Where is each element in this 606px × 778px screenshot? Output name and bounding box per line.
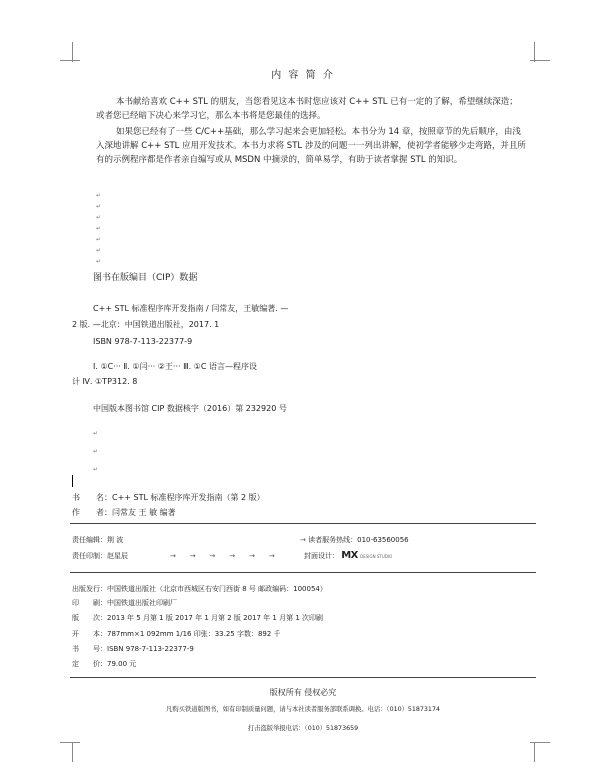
book-title-value: C++ STL 标准程序库开发指南（第 2 版）: [112, 493, 265, 502]
editor-value: 荆 波: [107, 536, 124, 544]
book-author-label: 作 者：: [72, 508, 112, 517]
isbn-label: 书 号：: [72, 645, 107, 653]
cip-line-5: 计 Ⅳ. ①TP312. 8: [72, 377, 138, 386]
paragraph-mark: ↵ ↵ ↵ ↵ ↵ ↵ ↵: [96, 192, 102, 265]
book-author-value: 闫常友 王 敏 编著: [112, 508, 176, 517]
hotline-label: 读者服务热线：: [308, 536, 358, 544]
hotline-value: 010-63560056: [357, 536, 409, 544]
crop-mark-tl-h: [60, 60, 80, 61]
price-label: 定 价：: [72, 660, 107, 668]
hotline-row: [300, 535, 409, 545]
crop-mark-tr-h: [530, 60, 550, 61]
crop-mark-br-h: [530, 742, 550, 743]
crop-mark-bl-v: [72, 742, 73, 762]
isbn-row: [72, 644, 194, 654]
text-cursor: [72, 475, 73, 487]
printer-row: [72, 598, 177, 608]
divider-3: [70, 677, 536, 678]
crop-mark-br-v: [534, 742, 535, 762]
cip-line-3: ISBN 978-7-113-22377-9: [93, 337, 193, 346]
cip-number: 中国版本图书馆 CIP 数据核字（2016）第 232920 号: [93, 404, 287, 413]
printer-label: 印 刷：: [72, 599, 107, 607]
copyright-heading: 版权所有 侵权必究: [269, 688, 337, 697]
cip-heading: 图书在版编目（CIP）数据: [93, 273, 198, 283]
intro-paragraph-2: 如果您已经有了一些 C/C++基础，那么学习起来会更加轻松。本书分为 14 章，按照章节的先后顺序，由浅入深地讲解 C++ STL 应用开发技术。本书力求将 STL 涉及的问题一一列出讲解，使初学者能够少走弯路，并且所有的示例程序都是作者亲自编写或从 MSDN 中摘录的，简单易学，有助于读者掌握 STL 的知识。: [96, 127, 526, 165]
intro-paragraph-1: 本书献给喜欢 C++ STL 的朋友，当您看见这本书时您应该对 C++ STL 已有一定的了解，希望继续深造；或者您已经暗下决心来学习它，那么本书将是您最佳的选择。: [96, 97, 518, 121]
book-author-row: [72, 507, 176, 518]
format-row: [72, 629, 281, 639]
divider-1: [70, 523, 536, 524]
edition-value: 2013 年 5 月第 1 版 2017 年 1 月第 2 版 2017 年 1 月第 1 次印刷: [107, 614, 323, 622]
staff-printing-row: [72, 551, 128, 561]
cover-logo: MX: [341, 550, 358, 561]
crop-mark-tr-v: [534, 42, 535, 62]
tab-arrows-icon: → → → → → →: [170, 552, 276, 560]
publisher-value: 中国铁道出版社（北京市西城区右安门西街 8 号 邮政编码：100054）: [107, 585, 327, 593]
paragraph-mark: ↵ ↵ ↵: [93, 430, 99, 473]
editor-label: 责任编辑：: [72, 536, 107, 544]
format-value: 787mm×1 092mm 1/16 印张：33.25 字数：892 千: [107, 630, 281, 638]
price-value: 79.00 元: [107, 660, 137, 668]
publisher-label: 出版发行：: [72, 585, 107, 593]
cip-line-2: 2 版. —北京：中国铁道出版社，2017. 1: [72, 320, 220, 329]
cover-label: 封面设计：: [304, 552, 339, 560]
printer-value: 中国铁道出版社印刷厂: [107, 599, 177, 607]
cover-logo-sub: DESIGN STUDIO: [360, 554, 393, 559]
isbn-value: ISBN 978-7-113-22377-9: [107, 645, 194, 653]
crop-mark-tl-v: [72, 42, 73, 62]
price-row: [72, 659, 136, 669]
edition-label: 版 次：: [72, 614, 107, 622]
publisher-row: [72, 584, 327, 594]
divider-2: [70, 572, 536, 573]
copyright-notice: 凡购买铁道版图书，如有印制质量问题，请与本社读者服务部联系调换。电话：（010）51873174: [166, 706, 440, 713]
printing-value: 赵星辰: [107, 552, 128, 560]
printing-label: 责任印制：: [72, 552, 107, 560]
cip-line-1: C++ STL 标准程序库开发指南 / 闫常友，王敏编著. —: [93, 304, 289, 313]
format-label: 开 本：: [72, 630, 107, 638]
cip-line-4: Ⅰ. ①C··· Ⅱ. ①闫··· ②王··· Ⅲ. ①C 语言—程序设: [93, 362, 257, 371]
edition-row: [72, 613, 323, 623]
cover-design-row: [304, 551, 392, 562]
hotline-arrow-icon: →: [300, 536, 306, 544]
anti-piracy-line: 打击盗版举报电话：（010）51873659: [247, 725, 359, 732]
staff-editor-row: [72, 535, 123, 545]
crop-mark-bl-h: [60, 742, 80, 743]
page-title: 内 容 简 介: [271, 70, 335, 81]
book-title-label: 书 名：: [72, 493, 112, 502]
book-title-row: [72, 492, 265, 503]
